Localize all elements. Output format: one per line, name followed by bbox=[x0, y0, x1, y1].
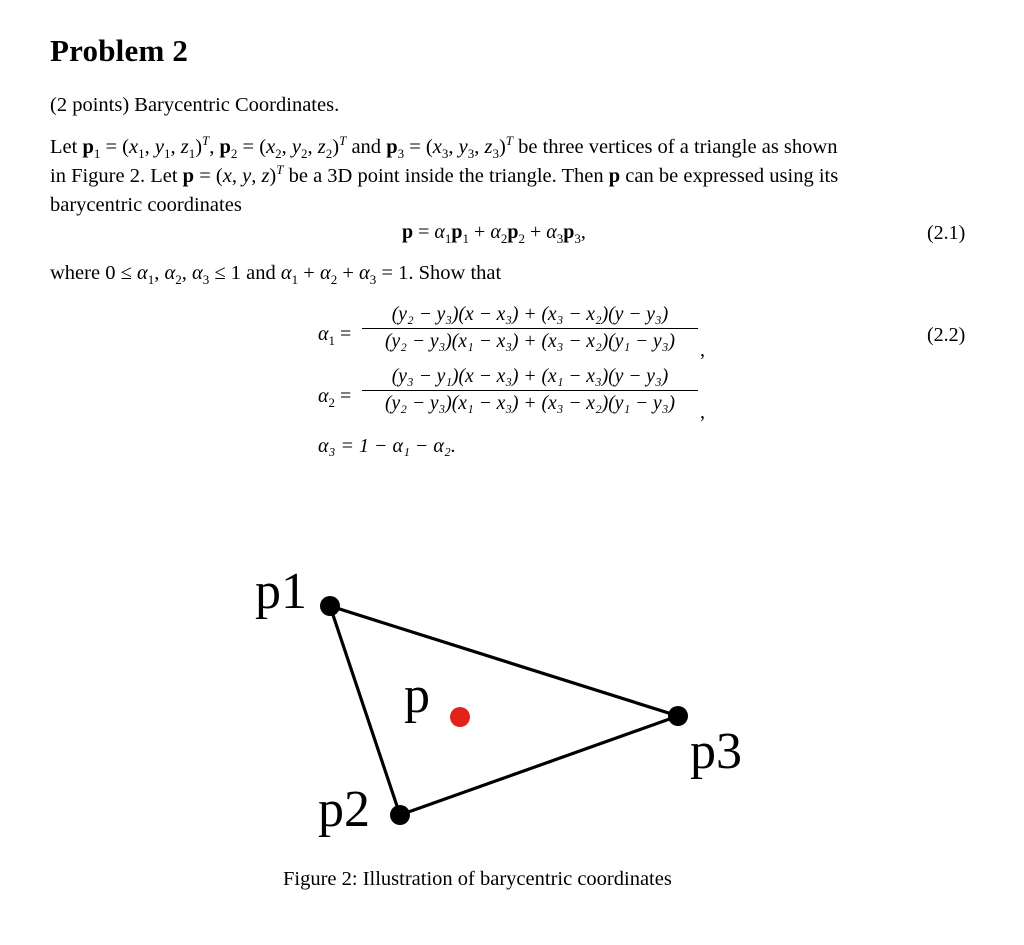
vertex-p2 bbox=[390, 805, 410, 825]
alpha3-equation: α₃ = 1 − α₁ − α₂. bbox=[318, 435, 456, 457]
comma: , bbox=[700, 339, 705, 361]
label-p: p bbox=[404, 667, 430, 724]
paragraph-line-3: barycentric coordinates bbox=[50, 194, 242, 216]
label-p3: p3 bbox=[690, 723, 742, 780]
alpha1-denominator: (y₂ − y₃)(x₁ − x₃) + (x₃ − x₂)(y₁ − y₃) bbox=[385, 331, 675, 352]
equation-2-1: $p = \alpha_1p_1 + \alpha_2p_2 + \alpha_3p_3$, bbox=[402, 221, 586, 246]
alpha2-denominator: (y₂ − y₃)(x₁ − x₃) + (x₃ − x₂)(y₁ − y₃) bbox=[385, 393, 675, 414]
alpha1-lhs: $\alpha_1$ = bbox=[318, 323, 352, 348]
alpha2-numerator: (y₃ − y₁)(x − x₃) + (x₁ − x₃)(y − y₃) bbox=[391, 366, 669, 387]
equation-number-2-2: (2.2) bbox=[927, 324, 966, 346]
triangle-outline bbox=[330, 606, 678, 815]
label-p2: p2 bbox=[318, 781, 370, 838]
label-p1: p1 bbox=[255, 563, 307, 620]
paragraph-line-1: Let $p_1 = (x_1$, $y_1$, $z_1)^T$, $p_2 = (x_2$, $y_2$, $z_2)^T$ and $p_3 = (x_3$, $y_3$, $z_3)^T$ be three vertices of a triangle as shown bbox=[50, 133, 838, 162]
figure-caption: Figure 2: Illustration of barycentric coordinates bbox=[283, 868, 672, 890]
comma: , bbox=[700, 401, 705, 423]
interior-point-p bbox=[450, 707, 470, 727]
where-line: where $0 \le \alpha_1$, $\alpha_2$, $\alpha_3 \le 1$ and $\alpha_1 + \alpha_2 + \alpha_3 = 1$. Show that bbox=[50, 262, 502, 288]
equation-number-2-1: (2.1) bbox=[927, 222, 966, 244]
vertex-p1 bbox=[320, 596, 340, 616]
problem-heading: Problem 2 bbox=[50, 33, 189, 68]
vertex-p3 bbox=[668, 706, 688, 726]
intro-text: (2 points) Barycentric Coordinates. bbox=[50, 94, 340, 116]
alpha2-lhs: $\alpha_2$ = bbox=[318, 385, 352, 410]
paragraph-line-2: in Figure 2. Let p = (x, y, z)$^T$ be a 3D point inside the triangle. Then p can be expressed using its bbox=[50, 162, 839, 187]
alpha1-numerator: (y₂ − y₃)(x − x₃) + (x₃ − x₂)(y − y₃) bbox=[391, 304, 669, 325]
